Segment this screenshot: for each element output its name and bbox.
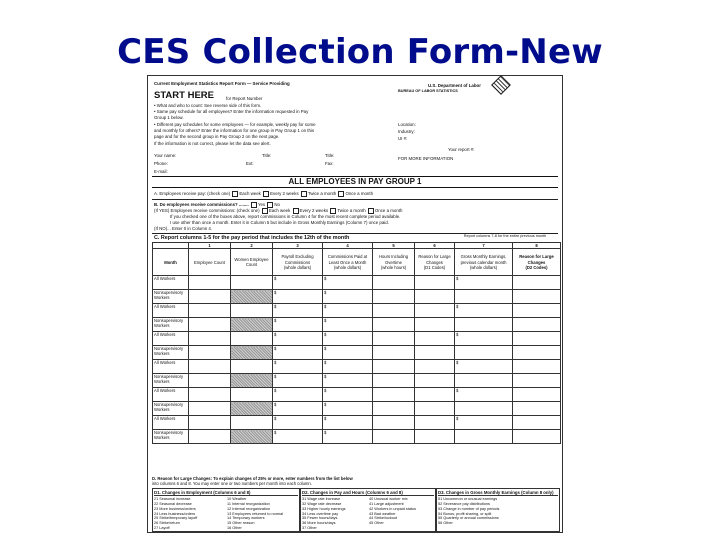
col-sub: (whole dollars) — [469, 264, 498, 270]
col-head: Month — [153, 249, 189, 276]
dollar-cell: $ — [455, 332, 513, 346]
d2-item: 43 Bad weather — [369, 511, 396, 516]
table-cell — [415, 416, 455, 430]
table-cell — [189, 388, 231, 402]
shaded-cell — [231, 346, 273, 360]
table-cell — [513, 276, 561, 290]
row-label: All Workers — [153, 360, 189, 374]
table-row — [153, 388, 561, 402]
d2-item: 31 Wage rate increase — [302, 497, 341, 502]
dollar-cell: $ — [273, 304, 323, 318]
table-cell — [189, 276, 231, 290]
d3-item: 53 Change in number of pay periods — [438, 506, 500, 511]
dollar-cell: $ — [323, 360, 373, 374]
instr-2: • Same pay schedule for all employees? Enter the information requested in Pay — [154, 109, 309, 114]
table-cell — [373, 276, 415, 290]
slide-title: CES Collection Form-New — [117, 32, 603, 72]
d2-item: 35 Fewer hours/days — [302, 516, 338, 521]
dollar-cell: $ — [323, 374, 373, 388]
d2-item: 34 Less overtime pay — [302, 511, 339, 516]
table-cell — [231, 360, 273, 374]
table-row — [153, 276, 561, 290]
dollar-cell: $ — [273, 388, 323, 402]
table-cell — [415, 304, 455, 318]
table-cell — [189, 402, 231, 416]
d3-item: 52 Severance pay distributions — [438, 502, 490, 507]
col-num: 5 — [373, 243, 415, 249]
dollar-cell: $ — [323, 276, 373, 290]
table-cell — [415, 276, 455, 290]
table-cell — [373, 304, 415, 318]
col-sub: (D1 Codes) — [423, 264, 446, 270]
table-cell — [373, 374, 415, 388]
checkbox — [338, 191, 344, 197]
instr-4: • Different pay schedules for some employees — for example, weekly pay for some — [154, 122, 316, 127]
option: Every 2 weeks — [299, 208, 329, 214]
table-row — [153, 304, 561, 318]
table-cell — [231, 416, 273, 430]
table-cell — [415, 360, 455, 374]
table-row — [153, 430, 561, 444]
table-cell — [373, 318, 415, 332]
question-b3: If you checked one of the boxes above, report commissions in Column 4 for the most recent complete period available. — [170, 214, 401, 219]
table-cell — [231, 304, 273, 318]
table-cell — [189, 318, 231, 332]
table-cell — [189, 430, 231, 444]
fax-field: Fax: — [325, 161, 334, 166]
dollar-cell: $ — [323, 416, 373, 430]
d1-item: 24 Less business/orders — [154, 511, 196, 516]
table-row — [153, 416, 561, 430]
col-num: 1 — [189, 243, 231, 249]
dollar-cell: $ — [323, 388, 373, 402]
table-cell — [415, 388, 455, 402]
dollar-cell: $ — [455, 416, 513, 430]
option: No — [274, 202, 280, 208]
table-cell — [373, 290, 415, 304]
dollar-cell: $ — [273, 276, 323, 290]
d1-item: 15 Other reason — [227, 521, 255, 526]
dollar-cell: $ — [273, 290, 323, 304]
col-head — [323, 249, 373, 276]
option: Each week — [239, 191, 261, 197]
d2-item: 37 Other — [302, 525, 317, 530]
col-num: 6 — [415, 243, 455, 249]
question-c-right: Report columns 7-8 for the entire previous month — [463, 234, 547, 238]
shaded-cell — [231, 430, 273, 444]
table-cell — [455, 402, 513, 416]
table-cell — [455, 374, 513, 388]
row-label: Nonsupervisory Workers — [153, 318, 189, 332]
table-cell — [231, 332, 273, 346]
d1-item: 12 Internal reorganization — [227, 506, 271, 511]
table-cell — [189, 332, 231, 346]
instr-5: and monthly for others? Enter the information for one group in Pay Group 1 on this — [154, 128, 315, 133]
d3-item: 56 Other — [438, 521, 453, 526]
instr-7: If the information is not correct, please let the data see alert. — [154, 141, 271, 146]
dollar-cell: $ — [273, 360, 323, 374]
table-cell — [373, 332, 415, 346]
col-head — [373, 249, 415, 276]
instr-6: page and for the second group in Pay Group 2 on the next page. — [154, 134, 280, 139]
industry-field: Industry: — [398, 129, 415, 134]
dollar-cell: $ — [273, 346, 323, 360]
report-number-label: Your report #: — [448, 147, 475, 152]
row-label: Nonsupervisory Workers — [153, 430, 189, 444]
d1-item: 25 Strike/temporary layoff — [154, 516, 198, 521]
table-cell — [455, 290, 513, 304]
col-head — [513, 249, 561, 276]
option: Twice a month — [307, 191, 337, 197]
instr-1: • What and who to count: See reverse side of this form. — [154, 103, 262, 108]
row-label: All Workers — [153, 388, 189, 402]
table-cell — [189, 416, 231, 430]
col-head-text: Payroll Excluding Commissions — [281, 254, 314, 265]
question-d: D. Reason for Large Changes: To explain changes of 25% or more, enter numbers from the list below — [152, 476, 353, 481]
col-sub: (D2 Codes) — [525, 264, 548, 270]
row-label: All Workers — [153, 304, 189, 318]
dollar-cell: $ — [273, 318, 323, 332]
question-c: C. Report columns 1-5 for the pay period that includes the 12th of the month — [154, 235, 350, 241]
col-num: 8 — [513, 243, 561, 249]
more-info-label: FOR MORE INFORMATION — [398, 156, 454, 161]
d1-item: 23 More business/orders — [154, 506, 196, 511]
table-cell — [513, 388, 561, 402]
d2-item: 41 Large adjustment — [369, 502, 404, 507]
table-cell — [415, 318, 455, 332]
table-cell — [455, 346, 513, 360]
title-field: Title: — [262, 153, 272, 158]
table-cell — [415, 374, 455, 388]
dollar-cell: $ — [273, 402, 323, 416]
table-cell — [415, 430, 455, 444]
col-head-text: Gross Monthly Earnings, previous calendar month — [460, 254, 507, 265]
table-cell — [373, 416, 415, 430]
d1-box — [152, 488, 300, 532]
question-b4: I use other than once a month. Enter it in Column 5 but include in Gross Monthly Earnings (Column 7) once paid. — [170, 220, 389, 225]
d1-item: 13 Employees returned to normal — [227, 511, 284, 516]
col-num: 7 — [455, 243, 513, 249]
start-here-label: START HERE — [154, 90, 214, 101]
dollar-cell: $ — [323, 430, 373, 444]
dol-logo-icon — [491, 75, 511, 95]
table-cell — [513, 304, 561, 318]
d1-item: 10 Weather — [227, 497, 247, 502]
shaded-cell — [231, 290, 273, 304]
table-row — [153, 374, 561, 388]
col-num: 4 — [323, 243, 373, 249]
col-head: Employee Count — [189, 249, 231, 276]
question-b2-text: (If YES) Employees receive commissions: (check one) — [154, 208, 260, 214]
d2-item: 42 Workers in unpaid status — [369, 506, 416, 511]
agency-sub: BUREAU OF LABOR STATISTICS — [398, 89, 458, 93]
row-label: All Workers — [153, 276, 189, 290]
table-cell — [415, 290, 455, 304]
table-cell — [189, 360, 231, 374]
title-field-2: Title: — [325, 153, 335, 158]
dollar-cell: $ — [323, 318, 373, 332]
dollar-cell: $ — [323, 346, 373, 360]
shaded-cell — [231, 318, 273, 332]
shaded-cell — [231, 402, 273, 416]
table-cell — [373, 388, 415, 402]
dollar-cell: $ — [273, 416, 323, 430]
table-cell — [513, 318, 561, 332]
dollar-cell: $ — [455, 276, 513, 290]
table-cell — [373, 430, 415, 444]
table-cell — [513, 346, 561, 360]
option: Once a month — [374, 208, 403, 214]
row-label: Nonsupervisory Workers — [153, 346, 189, 360]
checkbox — [263, 191, 269, 197]
table-cell — [513, 374, 561, 388]
col-sub: (whole dollars) — [283, 264, 312, 270]
table-cell — [513, 332, 561, 346]
d2-item: 40 Unusual worker mix — [369, 497, 408, 502]
col-head — [273, 249, 323, 276]
col-sub: (whole hours) — [380, 264, 407, 270]
d1-title: D1. Changes in Employment (Columns 6 and 8) — [154, 490, 298, 496]
shaded-cell — [231, 374, 273, 388]
d3-item: 51 Uncommon or unusual earnings — [438, 497, 498, 502]
dollar-cell: $ — [455, 360, 513, 374]
d1-item: 14 Temporary workers — [227, 516, 265, 521]
instr-3: Group 1 below. — [154, 115, 184, 120]
table-cell — [231, 388, 273, 402]
d3-item: 54 Bonus, profit sharing, or split — [438, 511, 492, 516]
table-cell — [513, 360, 561, 374]
d1-item: 16 Other — [227, 525, 242, 530]
option: Twice a month — [337, 208, 366, 214]
d3-item: 55 Quarterly or annual commissions — [438, 516, 499, 521]
table-cell — [189, 304, 231, 318]
table-row — [153, 402, 561, 416]
name-field: Your name: — [154, 153, 177, 158]
d3-box — [436, 488, 560, 532]
d2-item: 44 Strike/lockout — [369, 516, 398, 521]
d1-item: 11 Internal reorganization — [227, 502, 270, 507]
ext-field: Ext: — [246, 161, 254, 166]
table-row — [153, 332, 561, 346]
dollar-cell: $ — [323, 402, 373, 416]
question-d2: into columns 6 and 8. You may enter one or two numbers per month into each column. — [152, 481, 312, 486]
col-head-text: Commissions Paid at Least Once a Month — [327, 254, 368, 265]
col-sub: (whole dollars) — [333, 264, 362, 270]
table-row — [153, 360, 561, 374]
checkbox — [232, 191, 238, 197]
table-cell — [373, 360, 415, 374]
dollar-cell: $ — [273, 430, 323, 444]
dollar-cell: $ — [323, 304, 373, 318]
table-cell — [189, 374, 231, 388]
col-head — [455, 249, 513, 276]
table-row — [153, 346, 561, 360]
col-head — [415, 249, 455, 276]
col-head-text: Reason for Large Changes — [418, 254, 451, 265]
collection-form-image — [147, 75, 563, 533]
dollar-cell: $ — [455, 304, 513, 318]
phone-field: Phone: — [154, 161, 168, 166]
option: Each week — [268, 208, 291, 214]
table-cell — [231, 276, 273, 290]
d1-item: 22 Seasonal decrease — [154, 502, 192, 507]
table-cell — [373, 402, 415, 416]
col-head-text: Reason for Large Changes — [519, 254, 554, 265]
ui-field: UI #: — [398, 136, 408, 141]
table-row — [153, 318, 561, 332]
table-cell — [415, 402, 455, 416]
table-row — [153, 290, 561, 304]
table-cell — [513, 290, 561, 304]
row-label: Nonsupervisory Workers — [153, 290, 189, 304]
table-cell — [189, 346, 231, 360]
dollar-cell: $ — [323, 290, 373, 304]
dollar-cell: $ — [455, 388, 513, 402]
table-cell — [189, 290, 231, 304]
pay-group-title: ALL EMPLOYEES IN PAY GROUP 1 — [152, 176, 558, 188]
table-cell — [513, 430, 561, 444]
table-cell — [415, 346, 455, 360]
table-cell — [513, 416, 561, 430]
table-cell — [415, 332, 455, 346]
table-cell — [455, 430, 513, 444]
d2-item: 33 Higher hourly earnings — [302, 506, 346, 511]
d2-item: 45 Other — [369, 521, 384, 526]
dollar-cell: $ — [273, 374, 323, 388]
location-field: Location: — [398, 122, 416, 127]
table-cell — [513, 402, 561, 416]
row-label: Nonsupervisory Workers — [153, 402, 189, 416]
dollar-cell: $ — [273, 332, 323, 346]
question-b-text: B. Do employees receive commissions? ........ — [154, 202, 249, 208]
d1-item: 27 Layoff — [154, 525, 170, 530]
row-label: All Workers — [153, 332, 189, 346]
report-table — [152, 242, 561, 444]
checkbox — [301, 191, 307, 197]
email-field: E-mail: — [154, 169, 168, 174]
question-a-text: A. Employees receive pay: (check one) — [154, 191, 231, 197]
col-num: 2 — [231, 243, 273, 249]
question-a — [154, 191, 373, 197]
agency-name: U.S. Department of Labor — [428, 83, 481, 88]
dollar-cell: $ — [323, 332, 373, 346]
col-head-text: Hours Including Overtime — [378, 254, 409, 265]
col-num: 3 — [273, 243, 323, 249]
option: Once a month — [345, 191, 374, 197]
row-label: Nonsupervisory Workers — [153, 374, 189, 388]
d2-title: D2. Changes in Pay and Hours (Columns 6 and 8) — [302, 490, 434, 496]
d1-item: 21 Seasonal increase — [154, 497, 191, 502]
table-cell — [455, 318, 513, 332]
d3-title: D3. Changes in Gross Monthly Earnings (Column 8 only) — [438, 490, 558, 496]
table-cell — [373, 346, 415, 360]
form-header: Current Employment Statistics Report Form — Service Providing — [154, 81, 290, 86]
option: Every 2 weeks — [270, 191, 299, 197]
start-here-sub: for Report Number — [226, 96, 263, 101]
d2-item: 36 More hours/days — [302, 521, 336, 526]
row-label: All Workers — [153, 416, 189, 430]
question-b5: (If NO)... Enter 0 in Column 4. — [154, 226, 213, 231]
col-head: Women Employee Count — [231, 249, 273, 276]
d2-item: 32 Wage rate decrease — [302, 502, 342, 507]
d1-item: 26 Strike/return — [154, 521, 180, 526]
option: Yes — [257, 202, 266, 208]
d2-box — [300, 488, 436, 532]
